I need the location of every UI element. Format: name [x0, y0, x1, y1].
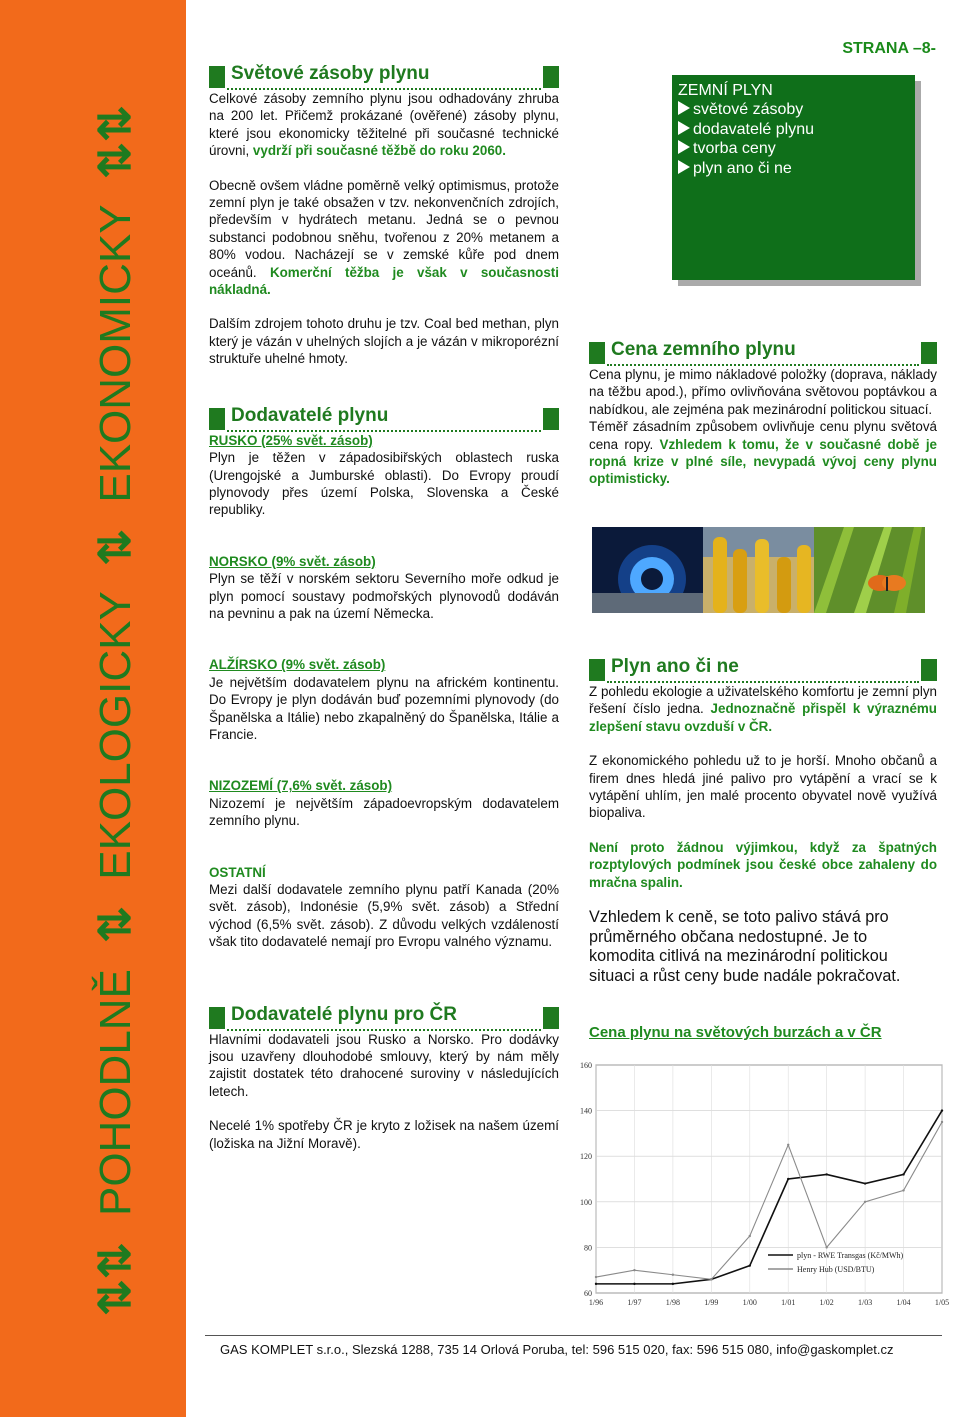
data-point: [749, 1264, 751, 1266]
x-tick-label: 1/00: [742, 1298, 757, 1307]
legend-label: Henry Hub (USD/BTU): [797, 1265, 875, 1274]
data-point: [672, 1283, 674, 1285]
paragraph: Dalším zdrojem tohoto druhu je tzv. Coal bed methan, plyn který je vázán v uhelných slojích a je vázán v mikroporézní struktuře uhelné hmoty.: [209, 316, 559, 367]
paragraph: Z ekonomického pohledu už to je horší. Mnoho občanů a firem dnes hledá jiné palivo pro vytápění a vrací se k vytápění uhlím, jen malé procento obyvatel nově využívá biopaliva.: [589, 753, 937, 821]
data-point: [749, 1235, 751, 1237]
subheading: RUSKO (25% svět. zásob): [209, 432, 373, 448]
paragraph: Mezi další dodavatele zemního plynu patří Kanada (20% svět. zásob), Indonésie (5,9% svět. zásob) a Střední východ (6,5% svět. zásob). Z důvodu velkých vzdáleností však tito dodavatelé nemají pro Evropu valného významu.: [209, 882, 559, 950]
subheading: NORSKO (9% svět. zásob): [209, 553, 376, 569]
data-point: [595, 1283, 597, 1285]
section-heading: [209, 1003, 559, 1031]
topics-box: [672, 75, 915, 280]
box-title: ZEMNÍ PLYN: [678, 82, 773, 99]
paragraph: Téměř zásadním způsobem ovlivňuje cenu plynu světová cena ropy. Vzhledem k tomu, že v současné době je ropná krize v plné síle, nevypadá vývoj ceny plynu optimisticky.: [589, 419, 937, 487]
paragraph: Hlavními dodavateli jsou Rusko a Norsko. Pro dodávky jsou uzavřeny dlouhodobé smlouvy, který by nám měly zajistit dostatek této drahocené suroviny v následujících letech.: [209, 1031, 559, 1099]
box-item: tvorba ceny: [672, 139, 915, 159]
paragraph: Cena plynu, je mimo nákladové položky (doprava, náklady na těžbu apod.), přímo ovlivňována světovou poptávkou a nabídkou, ale zejména pak mezinárodní politickou situací.: [589, 367, 937, 417]
data-point: [672, 1274, 674, 1276]
paragraph: Celkové zásoby zemního plynu jsou odhadovány zhruba na 200 let. Přičemž prokázané (ověřené) zásoby plynu, které jsou ekonomicky těžitelné při současné technické úrovni, vydrží při současné těžbě do roku 2060.: [209, 91, 559, 159]
section-heading: [589, 338, 937, 366]
right-column-top: [589, 338, 937, 488]
paragraph: Je největším dodavatelem plynu na africkém kontinentu. Do Evropy je plyn dodáván buď pozemními plynovody (do Španělska a Itálie) nebo zkapalněný do Španělska, Itálie a Francie.: [209, 674, 559, 742]
sidebar-slogan: [90, 91, 141, 1330]
slogan-word-1: POHODLNĚ: [91, 969, 140, 1217]
section-heading: [209, 404, 559, 432]
paragraph: Vzhledem k ceně, se toto palivo stává pro průměrného občana nedostupné. Je to komodita citlivá na mezinárodní politickou situaci a růst ceny bude nadále pokračovat.: [589, 908, 901, 985]
data-point: [825, 1246, 827, 1248]
y-tick-label: 140: [580, 1106, 592, 1116]
heading-text: Světové zásoby plynu: [231, 63, 430, 84]
page-number: STRANA –8-: [842, 40, 936, 57]
sidebar: [0, 0, 186, 1417]
paragraph: Nizozemí je největším západoevropským dodavatelem zemního plynu.: [209, 795, 559, 829]
data-point: [941, 1121, 943, 1123]
footer: GAS KOMPLET s.r.o., Slezská 1288, 735 14 Orlová Poruba, tel: 596 515 020, fax: 596 515 080, info@gaskomplet.cz: [220, 1342, 894, 1357]
data-point: [710, 1278, 712, 1280]
triangle-icon: [678, 101, 690, 115]
arrows-icon: ⇅⇅: [91, 105, 140, 179]
paragraph: Není proto žádnou výjimkou, když za špatných rozptylových podmínek jsou české obce zahaleny do mračna spalin.: [589, 839, 937, 890]
x-tick-label: 1/04: [896, 1298, 911, 1307]
heading-text: Dodavatelé plynu pro ČR: [231, 1003, 457, 1025]
right-column-bottom: [589, 655, 937, 1041]
data-point: [941, 1109, 943, 1111]
data-point: [595, 1276, 597, 1278]
heading-text: Dodavatelé plynu: [231, 404, 389, 426]
data-point: [902, 1189, 904, 1191]
x-tick-label: 1/97: [627, 1298, 642, 1307]
gas-flame-image: [592, 527, 703, 613]
section-heading: [589, 655, 937, 683]
triangle-icon: [678, 121, 690, 135]
paragraph: Obecně ovšem vládne poměrně velký optimismus, protože zemní plyn je také obsažen v tzv. nekonvenčních zdrojích, především v hydrátech metanu. Jedná se o pevnou substanci podobnou sněhu, tvořenou z 20% metanem a 80% vodou. Nacházejí se v zemské kůře pod dnem oceánů. Komerční těžba je však v současnosti nákladná.: [209, 177, 559, 298]
slogan-word-3: EKONOMICKY: [91, 205, 140, 503]
left-column: [209, 62, 559, 1152]
y-tick-label: 120: [580, 1152, 592, 1162]
paragraph: Necelé 1% spotřeby ČR je kryto z ložisek na našem území (ložiska na Jižní Moravě).: [209, 1118, 559, 1151]
data-point: [787, 1178, 789, 1180]
photo-strip: [592, 527, 926, 613]
box-item: dodavatelé plynu: [672, 120, 915, 140]
subheading: OSTATNÍ: [209, 864, 266, 880]
y-tick-label: 160: [580, 1061, 592, 1070]
y-tick-label: 80: [584, 1243, 592, 1253]
chart-title: Cena plynu na světových burzách a v ČR: [589, 1024, 882, 1042]
x-tick-label: 1/96: [588, 1298, 604, 1307]
box-item: světové zásoby: [672, 100, 915, 120]
x-tick-label: 1/01: [781, 1298, 796, 1307]
x-tick-label: 1/99: [704, 1298, 719, 1307]
subheading: NIZOZEMÍ (7,6% svět. zásob): [209, 778, 393, 794]
triangle-icon: [678, 160, 690, 174]
paragraph: Plyn se těží v norském sektoru Severního moře odkud je plyn pomocí soustavy podmořských plynovodů dodáván na pevninu a pak na území Německa.: [209, 571, 559, 621]
arrows-icon: ⇅: [91, 528, 140, 566]
x-tick-label: 1/03: [857, 1298, 873, 1307]
price-chart: [568, 1055, 952, 1317]
slogan-word-2: EKOLOGICKY: [91, 591, 140, 880]
heading-text: Plyn ano či ne: [611, 656, 739, 677]
data-point: [864, 1201, 866, 1203]
x-tick-label: 1/02: [819, 1298, 834, 1307]
paragraph: Plyn je těžen v západosibiřských oblastech ruska (Urengojské a Jumburské oblasti). Do Evropy proudí plynovody přes území Polska, Slovenska a České republiky.: [209, 450, 559, 518]
butterfly-image: [814, 527, 925, 613]
arrows-icon: ⇅⇅: [91, 1242, 140, 1316]
x-tick-label: 1/98: [665, 1298, 681, 1307]
data-point: [864, 1182, 866, 1184]
pipeline-image: [703, 527, 814, 613]
paragraph: Z pohledu ekologie a uživatelského komfortu je zemní plyn řešení číslo jedna. Jednoznačně přispěl k výraznému zlepšení stavu ovzduší v ČR.: [589, 684, 937, 734]
data-point: [787, 1144, 789, 1146]
y-tick-label: 60: [584, 1289, 592, 1298]
y-tick-label: 100: [580, 1197, 592, 1207]
legend-label: plyn - RWE Transgas (Kč/MWh): [797, 1251, 904, 1260]
data-point: [633, 1283, 635, 1285]
data-point: [825, 1173, 827, 1175]
subheading: ALŽÍRSKO (9% svět. zásob): [209, 657, 386, 673]
data-point: [902, 1173, 904, 1175]
heading-text: Cena zemního plynu: [611, 339, 796, 360]
triangle-icon: [678, 140, 690, 154]
data-point: [633, 1269, 635, 1271]
arrows-icon: ⇅: [91, 905, 140, 943]
section-heading: [209, 62, 559, 90]
box-item: plyn ano či ne: [672, 159, 915, 179]
x-tick-label: 1/05: [934, 1298, 950, 1307]
